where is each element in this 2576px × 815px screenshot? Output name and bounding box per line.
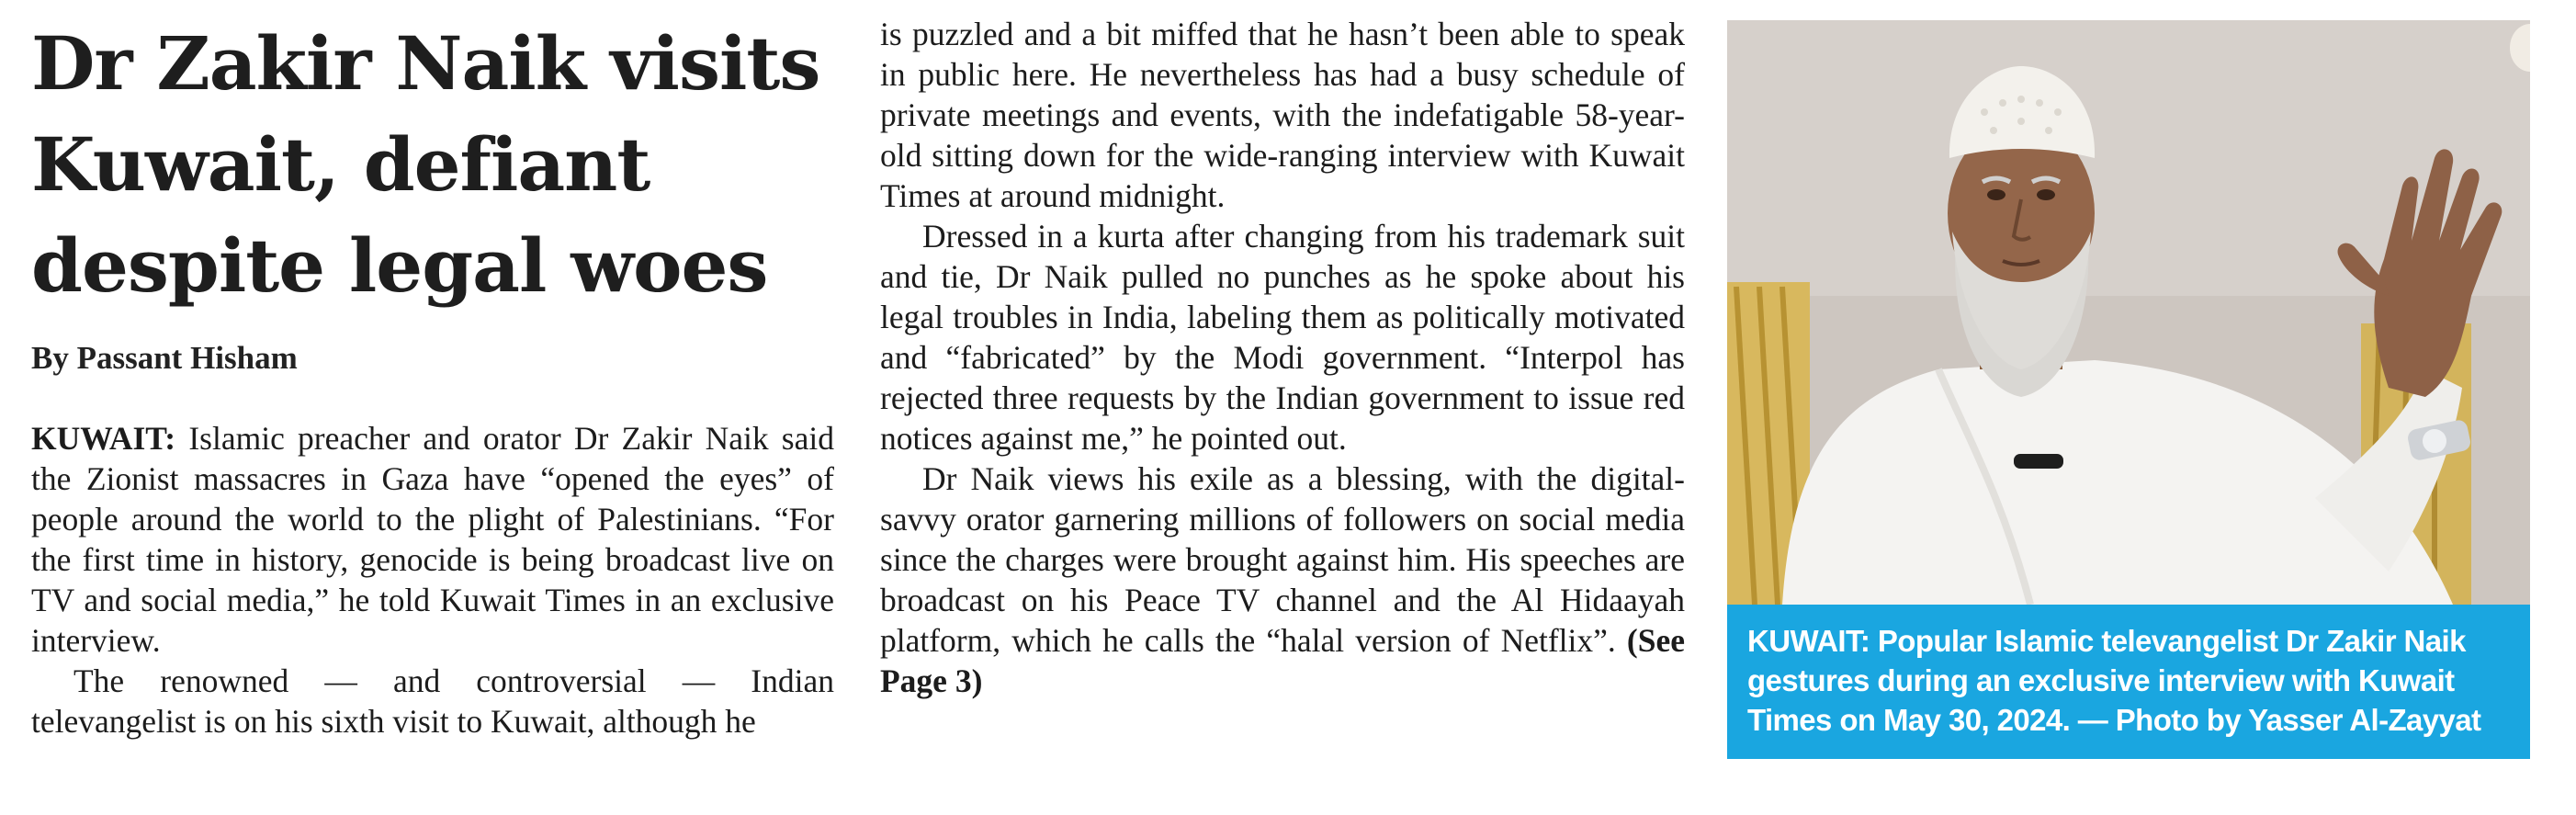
paragraph-text: Dr Naik views his exile as a blessing, with the digital-savvy orator garnering millions of followers on social media since the charges were brought against him. His speeches are broadcast on his Peace TV channel and the Al Hidaayah platform, which he calls the “halal version of Netflix”. [880, 460, 1685, 659]
headline-line: Dr Zakir Naik visits [31, 20, 820, 107]
paragraph: Dressed in a kurta after changing from his trademark suit and tie, Dr Naik pulled no punches as he spoke about his legal troubles in India, labeling them as politically motivated and “fabricated” by the Modi government. “Interpol has rejected three requests by the Indian government to issue red notices against me,” he pointed out. [880, 218, 1685, 457]
photo-illustration [1727, 20, 2530, 605]
paragraph-text: Islamic preacher and orator Dr Zakir Naik said the Zionist massacres in Gaza have “opened the eyes” of people around the world to the plight of Palestinians. “For the first time in history, genocide is being broadcast live on TV and social media,” he told Kuwait Times in an exclusive interview. [31, 420, 834, 659]
headline-line: Kuwait, defiant [31, 121, 650, 208]
article-body-column-2 [880, 14, 1685, 701]
byline: By Passant Hisham [31, 340, 298, 376]
article-photo [1727, 20, 2530, 605]
dateline: KUWAIT: [31, 420, 176, 457]
paragraph [880, 458, 1685, 701]
article-column-1 [31, 13, 834, 741]
paragraph [31, 418, 834, 661]
continued-reference: (See Page 3) [880, 622, 1685, 699]
photo-caption: KUWAIT: Popular Islamic televangelist Dr Zakir Naik gestures during an exclusive interview with Kuwait Times on May 30, 2024. — Photo by Yasser Al-Zayyat [1727, 605, 2530, 759]
headline-line: despite legal woes [31, 222, 768, 309]
article-body-column-1 [31, 418, 834, 741]
article-column-2 [880, 14, 1685, 701]
paragraph: is puzzled and a bit miffed that he hasn’t been able to speak in public here. He nevertheless has had a busy schedule of private meetings and events, with the indefatigable 58-year-old sitting down for the wide-ranging interview with Kuwait Times at around midnight. [880, 16, 1685, 214]
paragraph: The renowned — and controversial — Indian televangelist is on his sixth visit to Kuwait, although he [31, 662, 834, 740]
headline [31, 13, 834, 316]
